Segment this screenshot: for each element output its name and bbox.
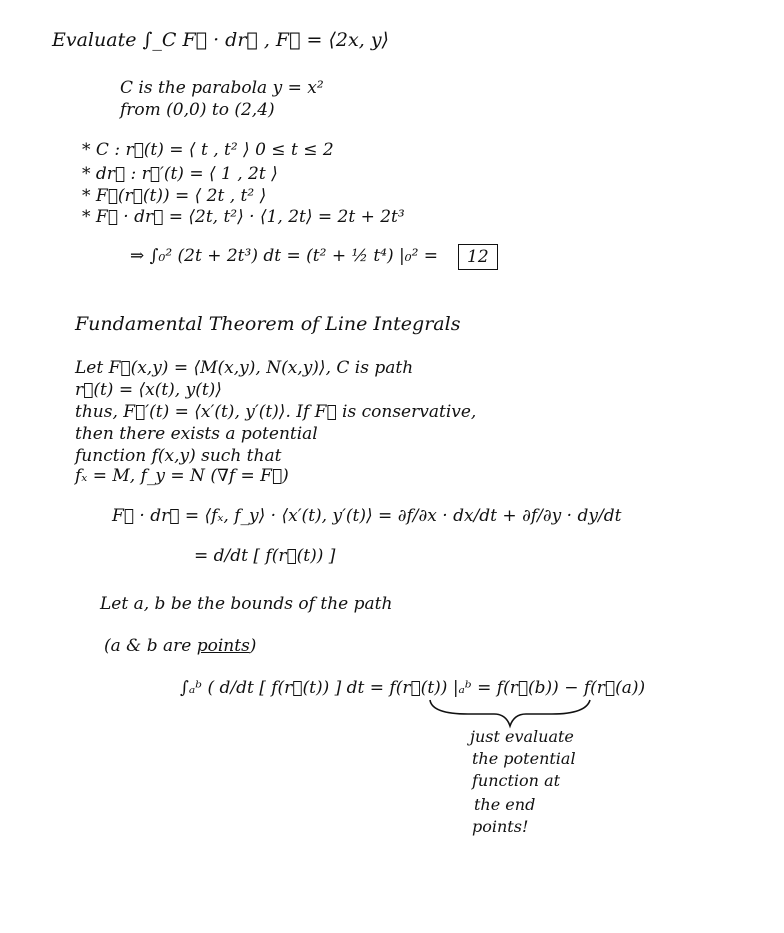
- points-prefix: (a & b are: [104, 636, 192, 656]
- answer-box: 12: [458, 244, 498, 270]
- annotation-line-1: just evaluate: [470, 727, 574, 746]
- annotation-line-2: the potential: [472, 749, 576, 768]
- points-note: [104, 636, 256, 656]
- theorem-line-path: r⃗(t) = ⟨x(t), y(t)⟩: [75, 380, 222, 400]
- chain-rule-line: F⃗ · dr⃗ = ⟨fₓ, f_y⟩ · ⟨x′(t), y′(t)⟩ = ∂f/∂x · dx/dt + ∂f/∂y · dy/dt: [112, 506, 622, 526]
- step-dot-product: * F⃗ · dr⃗ = ⟨2t, t²⟩ · ⟨1, 2t⟩ = 2t + 2t³: [82, 207, 405, 227]
- theorem-line-field: Let F⃗(x,y) = ⟨M(x,y), N(x,y)⟩, C is path: [75, 358, 414, 378]
- theorem-line-function: function f(x,y) such that: [75, 446, 282, 466]
- theorem-heading: Fundamental Theorem of Line Integrals: [75, 313, 461, 335]
- step-field-on-curve: * F⃗(r⃗(t)) = ⟨ 2t , t² ⟩: [82, 186, 267, 206]
- total-derivative-line: = d/dt [ f(r⃗(t)) ]: [194, 546, 336, 566]
- annotation-line-3: function at: [472, 771, 561, 790]
- bounds-line: Let a, b be the bounds of the path: [100, 594, 393, 614]
- points-suffix: ): [249, 636, 257, 656]
- final-integral: ∫ₐᵇ ( d/dt [ f(r⃗(t)) ] dt = f(r⃗(t)) |ₐᵇ = f(r⃗(b)) − f(r⃗(a)): [180, 678, 646, 698]
- theorem-line-gradient: fₓ = M, f_y = N (∇f = F⃗): [75, 466, 289, 486]
- points-word: points: [196, 636, 250, 656]
- step-parametrization: * C : r⃗(t) = ⟨ t , t² ⟩ 0 ≤ t ≤ 2: [82, 140, 334, 160]
- curve-endpoints: from (0,0) to (2,4): [120, 100, 275, 120]
- theorem-line-potential: then there exists a potential: [75, 424, 318, 444]
- theorem-line-conservative: thus, F⃗′(t) = ⟨x′(t), y′(t)⟩. If F⃗ is conservative,: [75, 402, 477, 422]
- annotation-line-5: points!: [472, 817, 529, 836]
- curve-description: C is the parabola y = x²: [120, 78, 324, 98]
- integral-evaluation: ⇒ ∫₀² (2t + 2t³) dt = (t² + ½ t⁴) |₀² =: [130, 246, 439, 266]
- step-derivative: * dr⃗ : r⃗′(t) = ⟨ 1 , 2t ⟩: [82, 164, 278, 184]
- annotation-line-4: the end: [474, 795, 536, 814]
- problem-prompt: Evaluate ∫_C F⃗ · dr⃗ , F⃗ = ⟨2x, y⟩: [52, 29, 389, 51]
